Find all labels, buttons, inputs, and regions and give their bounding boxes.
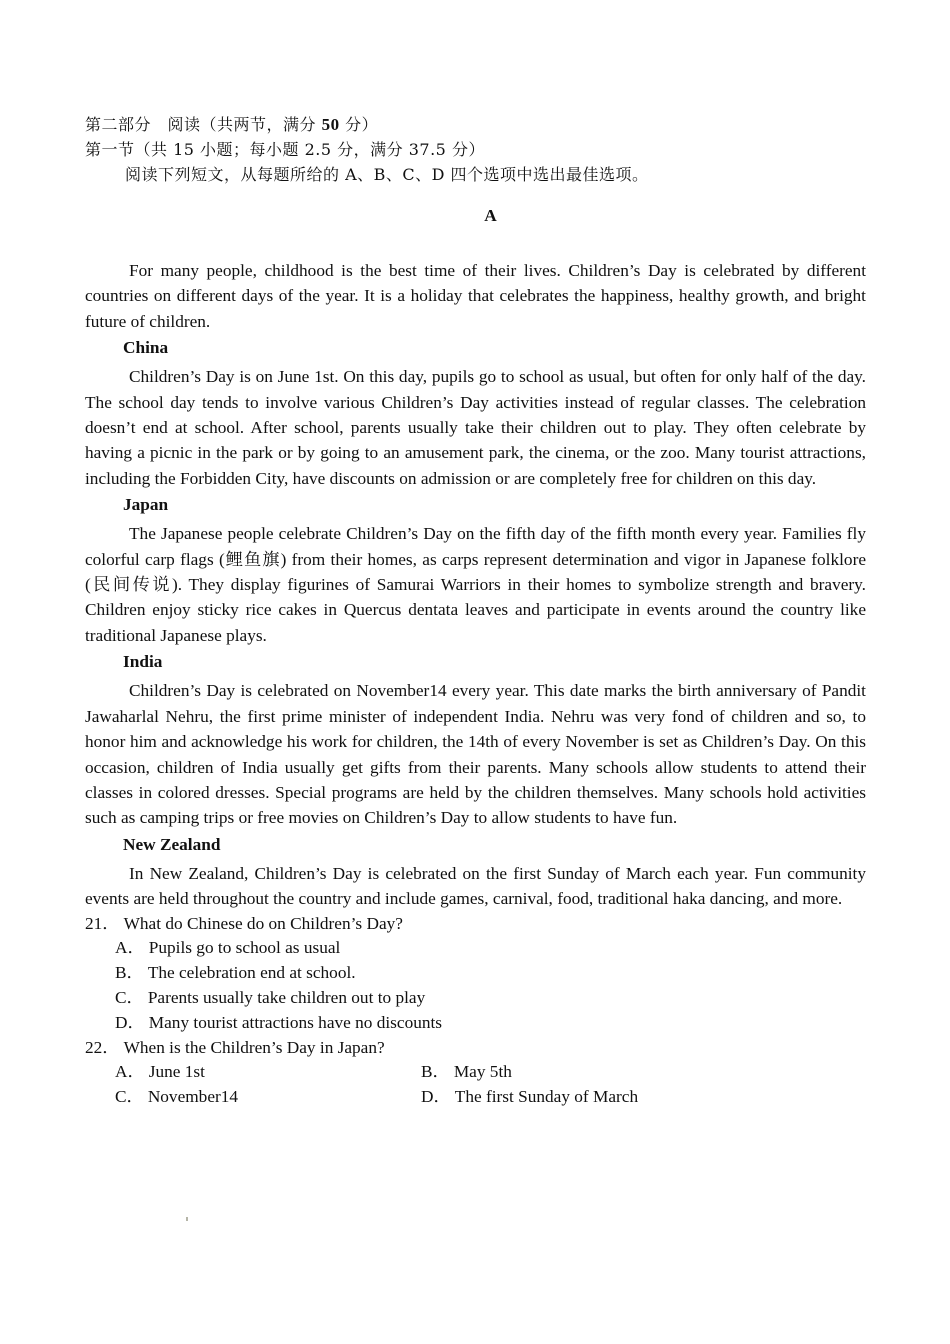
option-text: Pupils go to school as usual — [148, 938, 341, 958]
question-stem: What do Chinese do on Children’s Day? — [123, 913, 403, 933]
part-title — [85, 112, 866, 137]
part-score: 50 — [321, 115, 340, 134]
option-text: Parents usually take children out to play — [147, 987, 426, 1007]
option-a[interactable] — [85, 936, 866, 961]
option-a[interactable] — [115, 1060, 421, 1085]
option-letter: B． — [115, 963, 144, 983]
option-text: November14 — [147, 1087, 239, 1107]
section-text-india: Children’s Day is celebrated on November14 every year. This date marks the birth anniversary of Pandit Jawaharlal Nehru, the first prime minister of independent India. Nehru was very fond of children and so, to honor him and acknowledge his work for children, the 14th of every November is set as Children’s Day. On this occasion, children of India usually get gifts from their parents. Many schools allow students to attend their classes in colored dresses. Special programs are held by the children themselves. Many schools hold activities such as camping trips or free movies on Children’s Day to allow students to have fun. — [85, 681, 866, 828]
passage-intro: For many people, childhood is the best time of their lives. Children’s Day is celebrated by different countries on different days of the year. It is a holiday that celebrates the happiness, healthy growth, and bright future of children. — [85, 261, 866, 331]
options-row-cd — [85, 1085, 866, 1110]
option-letter: A． — [115, 1062, 145, 1082]
question-22 — [85, 1036, 866, 1061]
question-21 — [85, 912, 866, 937]
question-number: 21． — [85, 913, 120, 933]
section-text-new-zealand: In New Zealand, Children’s Day is celebrated on the first Sunday of March each year. Fun community events are held throughout the country and include games, carnival, food, traditional haka dancing, and more. — [85, 863, 866, 909]
section-heading-china: China — [123, 338, 169, 358]
option-letter: C． — [115, 987, 144, 1007]
stray-mark — [186, 1217, 188, 1221]
option-text: Many tourist attractions have no discounts — [148, 1012, 443, 1032]
option-c[interactable] — [115, 1085, 421, 1110]
option-text: The first Sunday of March — [454, 1087, 639, 1107]
option-d[interactable] — [85, 1011, 866, 1036]
option-d[interactable] — [421, 1085, 638, 1110]
option-letter: B． — [421, 1062, 450, 1082]
section-heading-new-zealand: New Zealand — [123, 834, 221, 854]
option-b[interactable] — [421, 1060, 512, 1085]
option-letter: A． — [115, 938, 145, 958]
option-c[interactable] — [85, 986, 866, 1011]
option-text: May 5th — [453, 1062, 512, 1082]
passage-label: A — [484, 206, 497, 225]
exam-page — [85, 112, 866, 1110]
option-letter: D． — [421, 1087, 451, 1107]
section-title: 第一节（共 15 小题；每小题 2.5 分，满分 37.5 分） — [85, 140, 485, 159]
option-letter: C． — [115, 1087, 144, 1107]
option-text: The celebration end at school. — [147, 963, 356, 983]
section-heading-india: India — [123, 652, 163, 672]
section-heading-japan: Japan — [123, 495, 169, 515]
part-title-end: 分） — [339, 115, 379, 134]
section-text-china: Children’s Day is on June 1st. On this day, pupils go to school as usual, but often for only half of the day. The school day tends to involve various Children’s Day activities instead of regular classes. The celebration doesn’t end at school. After school, parents usually take their children out to play. They often celebrate by having a picnic in the park or by going to an amusement park, the cinema, or the zoo. Many tourist attractions, including the Forbidden City, have discounts on admission or are completely free for children on this day. — [85, 367, 866, 488]
options-row-ab — [85, 1060, 866, 1085]
section-text-japan: The Japanese people celebrate Children’s Day on the fifth day of the fifth month every year. Families fly colorful carp flags (鲤鱼旗) from their homes, as carps represent determination and vigor in Japanese folklore (民间传说). They display figurines of Samurai Warriors in their homes to symbolize strength and bravery. Children enjoy sticky rice cakes in Quercus dentata leaves and participate in events around the country like traditional Japanese plays. — [85, 524, 866, 645]
option-text: June 1st — [148, 1062, 205, 1082]
option-letter: D． — [115, 1012, 145, 1032]
question-number: 22． — [85, 1037, 120, 1057]
option-b[interactable] — [85, 961, 866, 986]
instruction: 阅读下列短文，从每题所给的 A、B、C、D 四个选项中选出最佳选项。 — [125, 165, 649, 184]
question-stem: When is the Children’s Day in Japan? — [123, 1037, 385, 1057]
part-title-text: 第二部分 阅读（共两节，满分 — [85, 115, 322, 134]
